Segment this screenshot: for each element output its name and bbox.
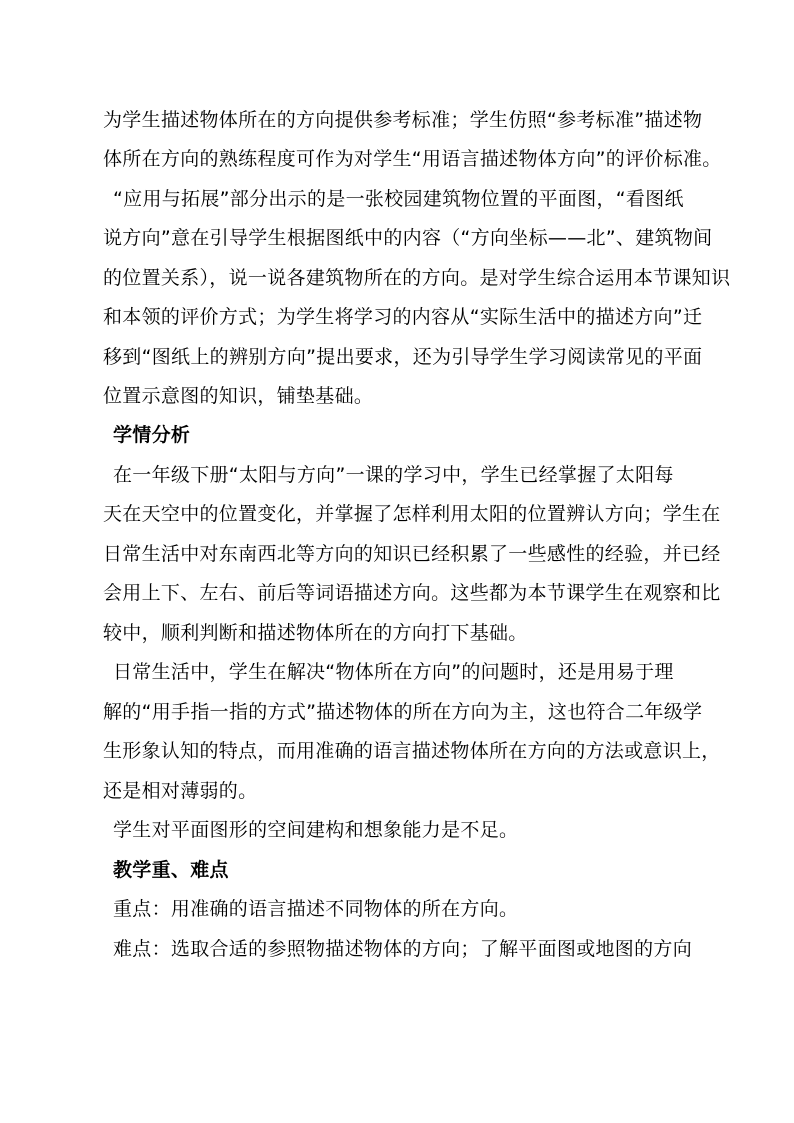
paragraph-line: 位置示意图的知识，铺垫基础。 [103,385,374,407]
paragraph-line: 体所在方向的熟练程度可作为对学生“用语言描述物体方向”的评价标准。 [103,148,722,170]
paragraph-line: 说方向”意在引导学生根据图纸中的内容（“方向坐标——北”、建筑物间 [103,227,713,249]
paragraph-line: 生形象认知的特点，而用准确的语言描述物体所在方向的方法或意识上， [103,740,721,762]
paragraph-line: 较中，顺利判断和描述物体所在的方向打下基础。 [103,622,528,644]
paragraph-line: 和本领的评价方式；为学生将学习的内容从“实际生活中的描述方向”迁 [103,306,703,328]
paragraph-line: 会用上下、左右、前后等词语描述方向。这些都为本节课学生在观察和比 [103,582,721,604]
paragraph-line: 移到“图纸上的辨别方向”提出要求，还为引导学生学习阅读常见的平面 [103,346,703,368]
paragraph-line: 解的“用手指一指的方式”描述物体的所在方向为主，这也符合二年级学 [103,701,703,723]
paragraph-line: 学生对平面图形的空间建构和想象能力是不足。 [113,819,519,841]
section-heading: 教学重、难点 [113,859,229,881]
paragraph-line: 日常生活中，学生在解决“物体所在方向”的问题时，还是用易于理 [113,661,674,683]
paragraph-line: 难点：选取合适的参照物描述物体的方向；了解平面图或地图的方向 [113,938,693,960]
paragraph-line: 天在天空中的位置变化，并掌握了怎样利用太阳的位置辨认方向；学生在 [103,503,721,525]
section-heading: 学情分析 [113,424,191,446]
paragraph-line: 重点：用准确的语言描述不同物体的所在方向。 [113,898,519,920]
paragraph-line: 为学生描述物体所在的方向提供参考标准；学生仿照“参考标准”描述物 [103,109,703,131]
paragraph-line: 还是相对薄弱的。 [103,780,258,802]
paragraph-line: 日常生活中对东南西北等方向的知识已经积累了一些感性的经验，并已经 [103,543,721,565]
paragraph-line: “应用与拓展”部分出示的是一张校园建筑物位置的平面图，“看图纸 [113,188,684,210]
paragraph-line: 的位置关系），说一说各建筑物所在的方向。是对学生综合运用本节课知识 [103,267,731,289]
paragraph-line: 在一年级下册“太阳与方向”一课的学习中，学生已经掌握了太阳每 [113,464,674,486]
